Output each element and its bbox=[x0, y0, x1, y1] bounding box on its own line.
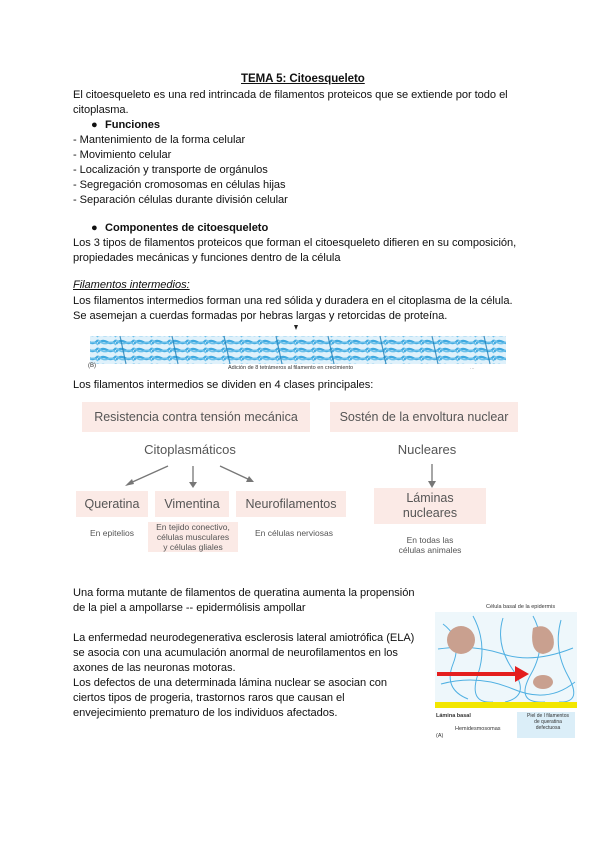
label-nucleares: Nucleares bbox=[397, 442, 457, 457]
red-arrow-shaft bbox=[437, 672, 517, 676]
funcion-item: - Segregación cromosomas en células hijas bbox=[73, 179, 286, 191]
ela-line-5: ciertos tipos de progeria, trastornos raros que causan el bbox=[73, 692, 345, 704]
diagram-arrows bbox=[110, 460, 470, 490]
ela-line-4: Los defectos de una determinada lámina nuclear se asocian con bbox=[73, 677, 387, 689]
skin-piel-3: defectuosa bbox=[535, 725, 561, 731]
funciones-heading-text: Funciones bbox=[105, 119, 161, 131]
figure-label-b: (B) bbox=[88, 363, 96, 369]
componentes-line-2: propiedades mecánicas y funciones dentro de la célula bbox=[73, 252, 341, 264]
arrow-down-icon bbox=[294, 325, 298, 330]
ela-line-1: La enfermedad neurodegenerativa esclerosis lateral amiotrófica (ELA) bbox=[73, 632, 415, 644]
classes-text: Los filamentos intermedios se dividen en 4 clases principales: bbox=[73, 379, 374, 391]
skin-lamina-label: Lámina basal bbox=[436, 713, 471, 719]
funcion-item: - Localización y transporte de orgánulos bbox=[73, 164, 268, 176]
componentes-line-1: Los 3 tipos de filamentos proteicos que forman el citoesqueleto difieren en su composición, bbox=[73, 237, 517, 249]
cell-nucleus bbox=[447, 626, 475, 654]
box-queratina: Queratina bbox=[76, 491, 148, 517]
mutante-line-1: Una forma mutante de filamentos de queratina aumenta la propensión bbox=[73, 587, 415, 599]
filament-rope bbox=[90, 336, 506, 364]
funcion-item: - Mantenimiento de la forma celular bbox=[73, 134, 246, 146]
note-laminas bbox=[380, 535, 480, 555]
ela-line-2: se asocia con una acumulación anormal de neurofilamentos en los bbox=[73, 647, 398, 659]
funciones-heading bbox=[91, 118, 160, 133]
ela-line-6: envejecimiento prematuro de los individuos afectados. bbox=[73, 707, 338, 719]
box-laminas bbox=[374, 488, 486, 524]
funcion-item: - Movimiento celular bbox=[73, 149, 172, 161]
cell-nucleus bbox=[533, 675, 553, 689]
box-sosten: Sostén de la envoltura nuclear bbox=[330, 402, 518, 432]
box-vimentina: Vimentina bbox=[155, 491, 229, 517]
skin-piel-1: Piel de l filamentos bbox=[527, 713, 569, 719]
arrow-neuro bbox=[220, 466, 250, 480]
page-title: TEMA 5: Citoesqueleto bbox=[241, 73, 365, 85]
filament-figure bbox=[80, 322, 520, 380]
figure-caption: Adición de 8 tetrámeros al filamento en crecimiento bbox=[228, 365, 354, 371]
funcion-item: - Separación células durante división celular bbox=[73, 194, 288, 206]
arrow-queratina bbox=[128, 466, 168, 484]
intermedios-line-2: Se asemejan a cuerdas formadas por hebras largas y retorcidas de proteína. bbox=[73, 310, 448, 322]
ela-line-3: axones de las neuronas motoras. bbox=[73, 662, 236, 674]
componentes-heading-text: Componentes de citoesqueleto bbox=[105, 222, 269, 234]
skin-top-label: Célula basal de la epidermis bbox=[486, 604, 556, 610]
note-vimentina-3: y células gliales bbox=[163, 542, 223, 552]
mutante-line-2: de la piel a ampollarse -- epidermólisis ampollar bbox=[73, 602, 306, 614]
laminas-line-2: nucleares bbox=[402, 506, 458, 520]
intro-line-2: citoplasma. bbox=[73, 104, 129, 116]
laminas-line-1: Láminas bbox=[406, 491, 454, 505]
note-vimentina-2: células musculares bbox=[156, 532, 230, 542]
intro-line-1: El citoesqueleto es una red intrincada de filamentos proteicos que se extiende por todo el bbox=[73, 89, 508, 101]
box-resistencia: Resistencia contra tensión mecánica bbox=[82, 402, 310, 432]
note-vimentina-1: En tejido conectivo, bbox=[156, 522, 230, 532]
intermedios-subheading: Filamentos intermedios: bbox=[73, 279, 190, 291]
skin-label-a: (A) bbox=[436, 733, 444, 739]
box-neurofilamentos: Neurofilamentos bbox=[236, 491, 346, 517]
basal-lamina bbox=[435, 702, 577, 708]
intermedios-line-1: Los filamentos intermedios forman una red sólida y duradera en el citoplasma de la célula. bbox=[73, 295, 513, 307]
skin-piel-2: de queratina bbox=[534, 719, 562, 725]
bullet-icon: ● bbox=[91, 222, 98, 234]
componentes-heading bbox=[91, 221, 268, 236]
note-laminas-2: células animales bbox=[398, 545, 462, 555]
note-neuro: En células nerviosas bbox=[255, 528, 333, 538]
label-citoplasmaticos: Citoplasmáticos bbox=[144, 442, 236, 457]
skin-hemi-label: Hemidesmosomas bbox=[455, 726, 501, 732]
bullet-icon: ● bbox=[91, 119, 98, 131]
skin-piel-label bbox=[520, 713, 576, 731]
figure-caption-right: ... bbox=[470, 365, 475, 371]
note-queratina: En epitelios bbox=[90, 528, 134, 538]
note-vimentina bbox=[148, 522, 238, 552]
note-laminas-1: En todas las bbox=[406, 535, 454, 545]
